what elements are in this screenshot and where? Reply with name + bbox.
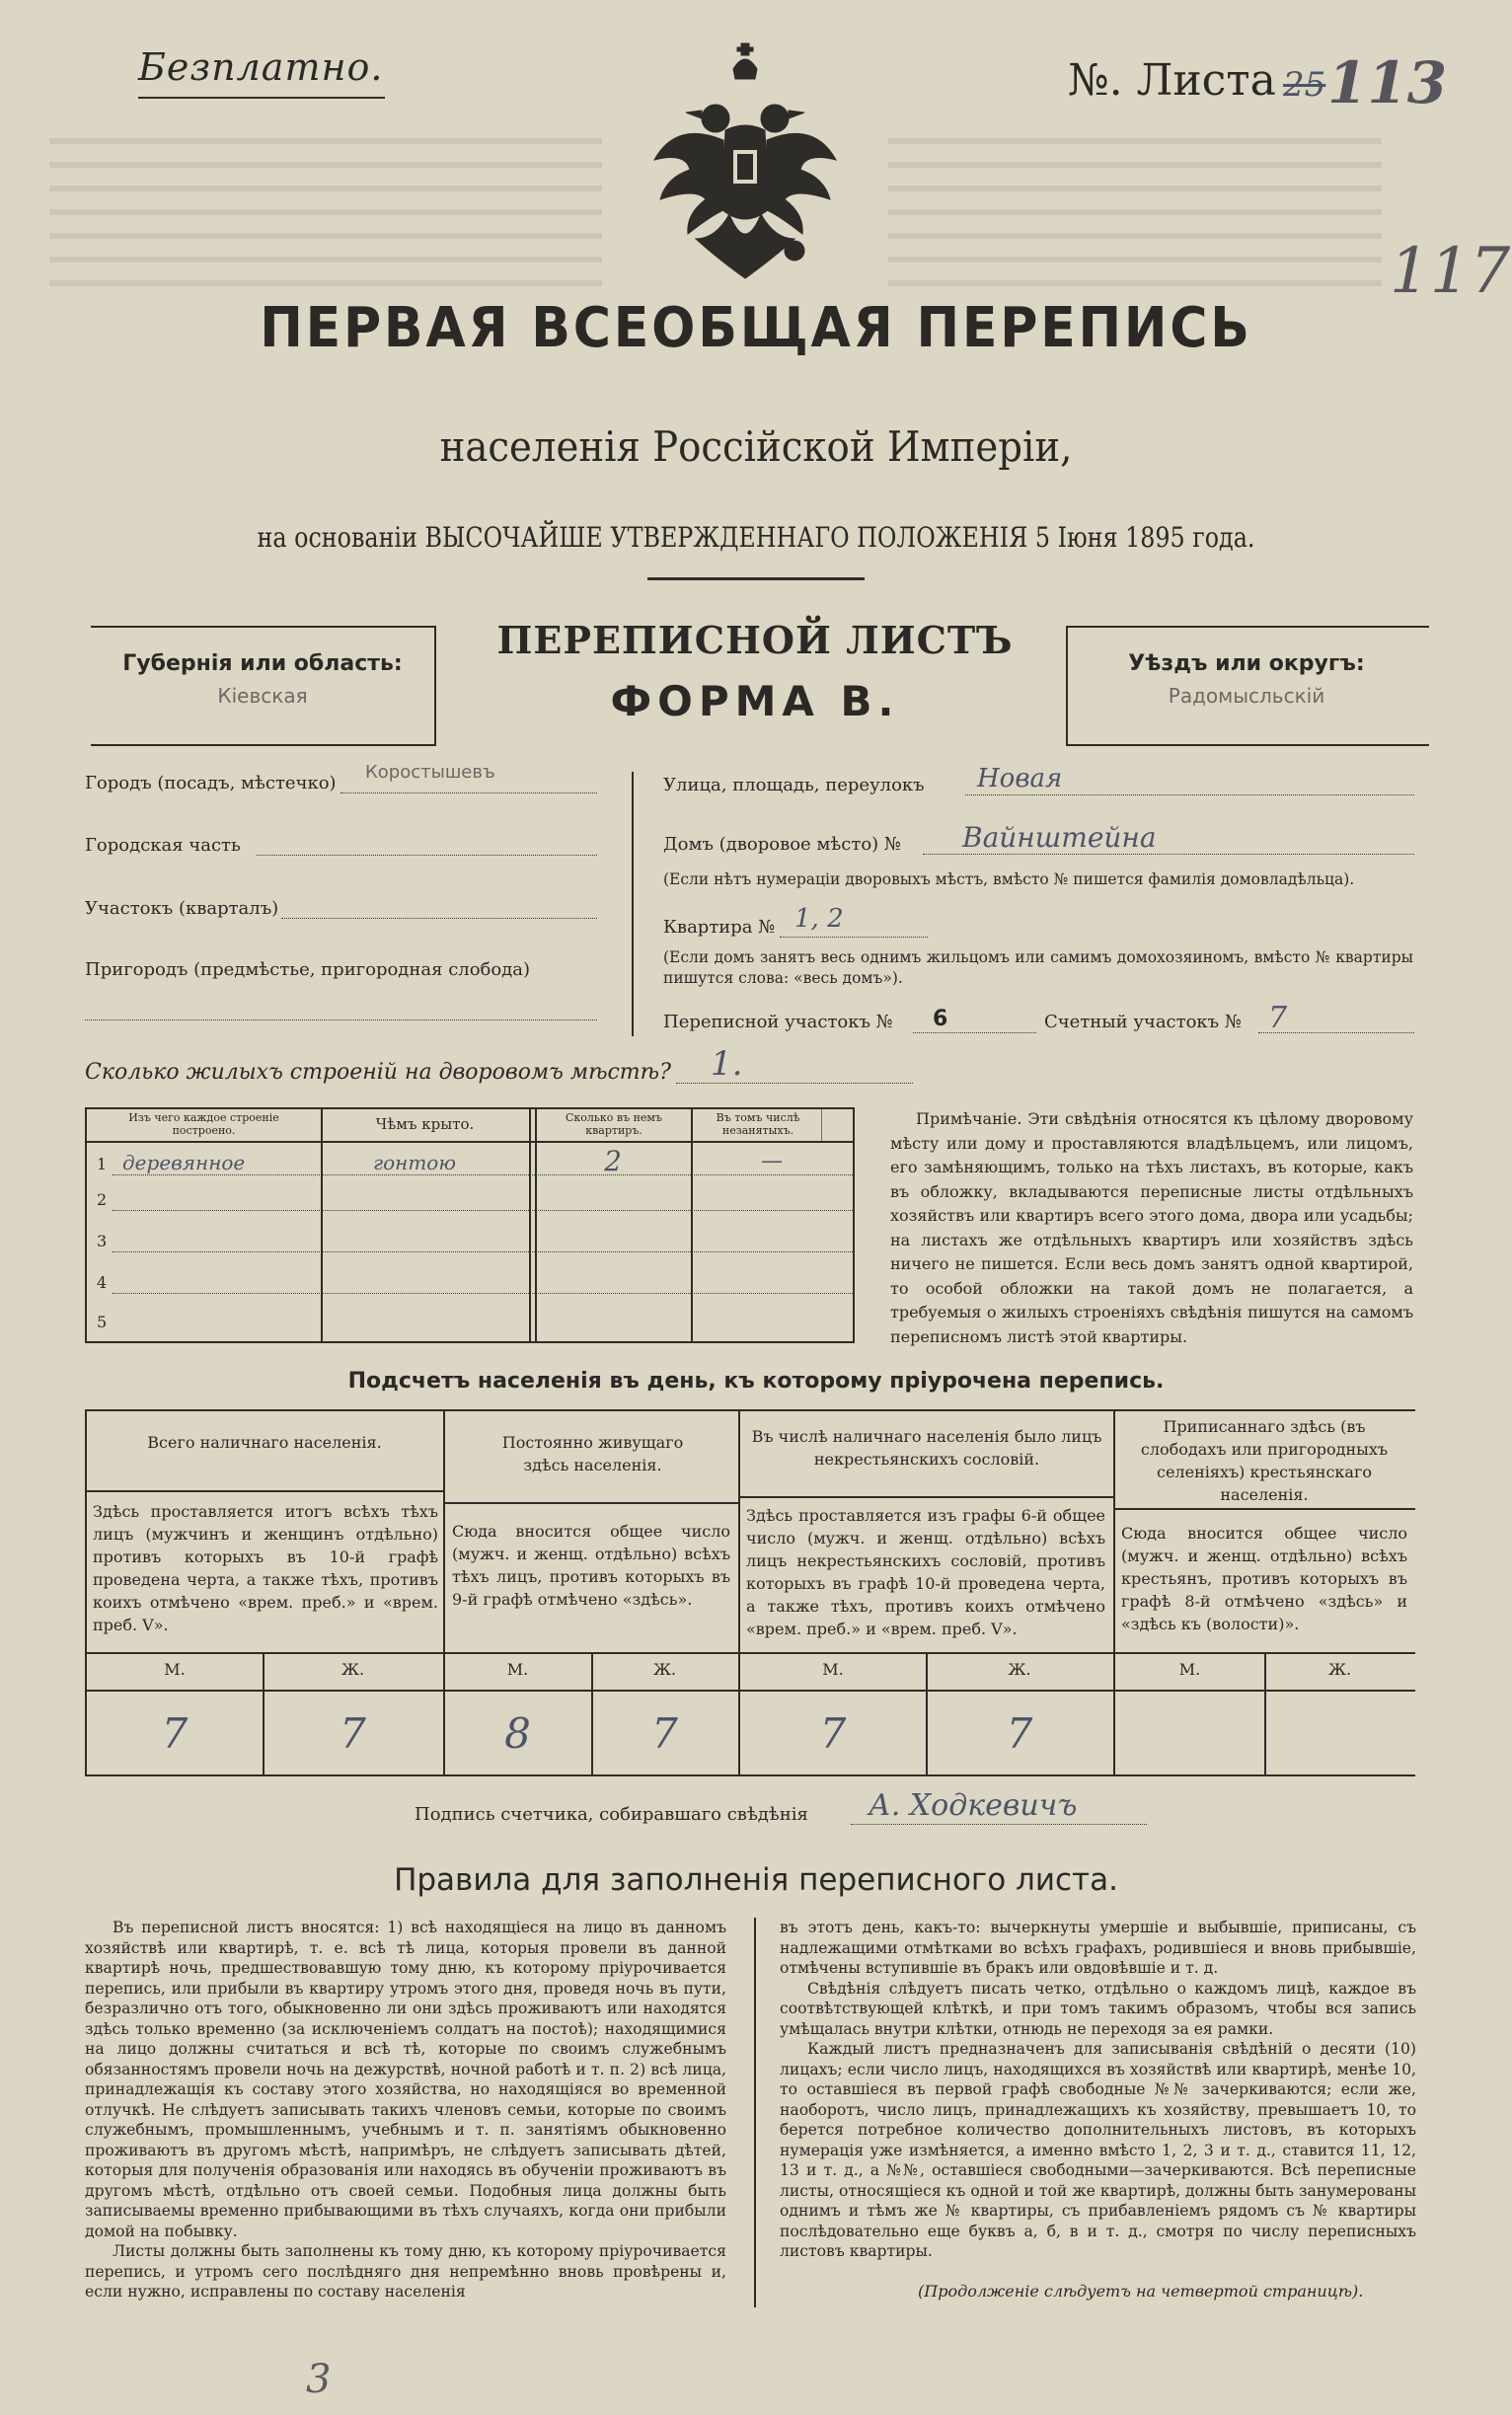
apartment-label: Квартира № (663, 917, 776, 938)
bt-row-roof: гонтою (373, 1151, 456, 1174)
buildings-note: Примѣчаніе. Эти свѣдѣнія относятся къ цѣлому дворовому мѣсту или дому и проставляются владѣльцемъ, или лицомъ, его замѣняющимъ, только на тѣхъ листахъ, въ которые, какъ въ обложку, вкладываются переписные листы отдѣльныхъ хозяйствъ или квартиръ всего этого дома, двора или усадьбы; на листахъ же отдѣльныхъ квартиръ или хозяйствъ здѣсь ничего не пишется. Если весь домъ занятъ одной квартирой, то особой обложки на такой домъ не полагается, а требуемыя о жилыхъ строеніяхъ свѣдѣнія пишутся на самомъ переписномъ листѣ этой квартиры. (890, 1109, 1413, 1346)
pt-col3-desc: Здѣсь проставляется изъ графы 6-й общее число (мужч. и женщ. отдѣльно) всѣхъ лицъ некрестьянскихъ сословій, противъ которыхъ въ графѣ 10-й проведена черта, а также тѣхъ, противъ коихъ отмѣчено «врем. преб.» и «врем. преб. V». (746, 1506, 1105, 1638)
bt-row-line (113, 1293, 853, 1294)
free-label: Безплатно. (138, 45, 384, 89)
bleed-through-right (888, 138, 1382, 296)
rules-right-paragraph-1: въ этотъ день, какъ-то: вычеркнуты умершіе и выбывшіе, приписаны, съ надлежащими отмѣтками во всѣхъ графахъ, родившіеся и вновь прибывшіе, отмѣчены вступившіе въ бракъ или овдовѣвшіе и т. д. (780, 1919, 1416, 1977)
address-divider (632, 772, 634, 1036)
bt-row-line (113, 1210, 853, 1211)
bt-row-1 (87, 1145, 853, 1184)
city-label: Городъ (посадъ, мѣстечко) (85, 773, 337, 793)
suburb-line (85, 1019, 597, 1020)
pt-col1-title: Всего наличнаго населенія. (147, 1433, 382, 1452)
city-part-line (257, 855, 597, 856)
bt-col-vacant-edge (821, 1109, 822, 1141)
city-line (340, 792, 597, 793)
bt-col-material: Изъ чего каждое строеніе построено. (128, 1111, 279, 1137)
rules-divider (754, 1918, 756, 2307)
bt-row-2 (87, 1186, 853, 1222)
apartment-line (780, 937, 928, 938)
bt-row-4 (87, 1269, 853, 1305)
signature-label: Подпись счетчика, собиравшаго свѣдѣнія (415, 1804, 808, 1825)
street-value: Новая (977, 764, 1063, 793)
census-area-line (913, 1032, 1036, 1033)
census-area-value: 6 (933, 1007, 948, 1031)
rules-continued: (Продолженіе слѣдуетъ на четвертой страницѣ). (918, 2282, 1364, 2301)
sheet-number-struck: 25 (1283, 65, 1326, 105)
bt-col-apartments: Сколько въ немъ квартиръ. (566, 1111, 662, 1137)
pt-col1-rule (87, 1490, 443, 1492)
basis-line: на основаніи ВЫСОЧАЙШЕ УТВЕРЖДЕННАГО ПОЛОЖЕНІЯ 5 Іюня 1895 года. (257, 521, 1255, 554)
street-label (663, 775, 925, 795)
pt-col1-m-label: М. (164, 1660, 186, 1679)
uezd-label: Уѣздъ или округъ: (1128, 651, 1365, 676)
bt-divider-2 (529, 1109, 531, 1341)
pt-col4-rule (1115, 1508, 1415, 1510)
uezd-value: Радомысльскій (1168, 684, 1325, 708)
house-label: Домъ (дворовое мѣсто) № (663, 834, 901, 855)
count-area-value: 7 (1268, 1001, 1288, 1035)
pt-col2-f-value: 7 (651, 1709, 678, 1758)
pt-col4-title: Приписаннаго здѣсь (въ слободахъ или пригородныхъ селеніяхъ) крестьянскаго населенія. (1140, 1417, 1389, 1504)
pt-col2-m-label: М. (506, 1660, 529, 1679)
pt-col1-desc: Здѣсь проставляется итогъ всѣхъ тѣхъ лицъ (мужчинъ и женщинъ отдѣльно) противъ которыхъ въ 10-й графѣ проведена черта, а также тѣхъ, противъ коихъ отмѣчено «врем. преб.» и «врем. преб. V». (93, 1502, 438, 1634)
population-heading: Подсчетъ населенія въ день, къ которому пріурочена перепись. (347, 1369, 1165, 1394)
bt-row-number: 5 (97, 1313, 108, 1331)
suburb-label: Пригородъ (предмѣстье, пригородная слобода) (85, 959, 531, 980)
signature-value: А. Ходкевичъ (869, 1788, 1078, 1823)
bt-row-number: 2 (97, 1190, 108, 1209)
form-name: ФОРМА В. (610, 677, 900, 725)
bt-divider-1 (321, 1109, 323, 1341)
pt-col4-desc: Сюда вносится общее число (мужч. и женщ. отдѣльно) всѣхъ крестьянъ, противъ которыхъ въ графѣ 8-й отмѣчено «здѣсь» и «здѣсь къ (волости)». (1121, 1524, 1407, 1633)
bt-row-vacant: — (761, 1149, 783, 1173)
buildings-question: Сколько жилыхъ строеній на дворовомъ мѣстѣ? (85, 1060, 671, 1085)
bleed-through-left (49, 138, 602, 296)
pt-col3-f-label: Ж. (1008, 1660, 1031, 1679)
free-label-underline (138, 97, 385, 99)
double-headed-eagle-emblem (646, 41, 844, 288)
pt-col2-desc: Сюда вносится общее число (мужч. и женщ. отдѣльно) всѣхъ тѣхъ лицъ, противъ которыхъ въ 9-й графѣ отмѣчено «здѣсь». (452, 1522, 730, 1609)
street-line (965, 794, 1414, 795)
bt-header-rule (87, 1141, 853, 1143)
pt-col3-rule (740, 1496, 1113, 1498)
count-area-label: Счетный участокъ № (1044, 1012, 1242, 1032)
pt-col1-m-value: 7 (161, 1709, 189, 1758)
buildings-answer: 1. (711, 1044, 743, 1084)
pt-col4-f-label: Ж. (1327, 1660, 1352, 1679)
rules-right-paragraph-2: Свѣдѣнія слѣдуетъ писать четко, отдѣльно о каждомъ лицѣ, каждое въ соотвѣтствующей клѣткѣ, и при томъ такимъ образомъ, чтобы вся запись умѣщалась внутри клѣтки, отнюдь не переходя за ея рамки. (780, 1979, 1416, 2038)
pt-col2-f-label: Ж. (652, 1660, 677, 1679)
bt-row-5 (87, 1309, 853, 1341)
house-note: (Если нѣтъ нумераціи дворовыхъ мѣстъ, вмѣсто № пишется фамилія домовладѣльца). (663, 870, 1355, 888)
city-part-label: Городская часть (85, 835, 241, 856)
rules-left-paragraph-1: Въ переписной листъ вносятся: 1) всѣ находящіеся на лицо въ данномъ хозяйствѣ или квартирѣ, т. е. всѣ тѣ лица, которыя провели въ данной квартирѣ ночь, предшествовавшую тому дню, къ которому пріурочивается перепись, или прибыли въ квартиру утромъ этого дня, проведя ночь въ пути, безразлично отъ того, обыкновенно ли они здѣсь проживаютъ или находятся здѣсь только временно (за исключеніемъ солдатъ на постоѣ); находящимися на лицо должны считаться и всѣ тѣ, которые по своимъ служебнымъ обязанностямъ провели ночь на дежурствѣ, ночной работѣ и т. п. 2) всѣ лица, принадлежащія къ составу этого хозяйства, но находящіяся во временной отлучкѣ. Не слѣдуетъ записывать такихъ членовъ семьи, которые по своимъ служебнымъ, промышленнымъ, учебнымъ и т. п. занятіямъ обыкновенно проживаютъ въ другомъ мѣстѣ, напримѣръ, не слѣдуетъ записывать дѣтей, которыя для полученія образованія или находясь въ обученіи проживаютъ въ другомъ мѣстѣ, отдѣльно отъ своей семьи. Подобныя лица должны быть записываемы временно прибывающими въ тѣхъ случаяхъ, когда они прибыли домой на побывку. (85, 1919, 726, 2240)
pt-col3-m-label: М. (822, 1660, 844, 1679)
sheet-number-label: №. Листа (1068, 55, 1276, 106)
apartment-note: (Если домъ занятъ весь однимъ жильцомъ или самимъ домохозяиномъ, вмѣсто № квартиры пишутся слова: «весь домъ»). (663, 948, 1413, 987)
buildings-table (85, 1107, 855, 1343)
sheet-title: ПЕРЕПИСНОЙ ЛИСТЪ (496, 618, 1014, 662)
pt-col2-title: Постоянно живущаго здѣсь населенія. (501, 1433, 684, 1474)
bt-row-number: 1 (97, 1155, 108, 1173)
pt-col3-f-value: 7 (1006, 1709, 1033, 1758)
pt-rule-mf (87, 1652, 1415, 1654)
street-label-text: Улица, площадь, переулокъ (663, 775, 925, 795)
pt-col2-rule (444, 1502, 738, 1504)
bt-row-number: 3 (97, 1232, 108, 1250)
pencil-mark: 3 (306, 2357, 332, 2402)
pt-col1-f-value: 7 (340, 1709, 366, 1758)
census-area-label: Переписной участокъ № (663, 1012, 893, 1032)
main-title: ПЕРВАЯ ВСЕОБЩАЯ ПЕРЕПИСЬ (260, 296, 1252, 360)
signature-line (851, 1824, 1147, 1825)
margin-number: 117 (1390, 235, 1511, 308)
rules-right-column (780, 1918, 1416, 2262)
district-line (281, 918, 597, 919)
house-line (923, 854, 1414, 855)
pt-divider-3 (1113, 1411, 1115, 1774)
pt-col2-m-value: 8 (504, 1709, 531, 1758)
title-divider (647, 577, 865, 580)
bt-row-number: 4 (97, 1273, 108, 1292)
pt-col3-m-value: 7 (819, 1709, 847, 1758)
rules-right-paragraph-3: Каждый листъ предназначенъ для записыванія свѣдѣній о десяти (10) лицахъ; если число лицъ, находящихся въ хозяйствѣ или квартирѣ, менѣе 10, то оставшіеся въ первой графѣ свободные №№ зачеркиваются; если же, наоборотъ, число лицъ, принадлежащихъ къ хозяйству, превышаетъ 10, то берется потребное количество дополнительныхъ листовъ, въ которыхъ нумерація уже измѣняется, а именно вмѣсто 1, 2, 3 и т. д., ставится 11, 12, 13 и т. д., а №№, оставшіеся свободными—зачеркиваются. Всѣ переписные листы, относящіеся къ одной и той же квартирѣ, должны быть занумерованы однимъ и тѣмъ же № квартиры, съ прибавленіемъ рядомъ съ № квартиры послѣдовательно еще буквъ а, б, в и т. д., смотря по числу переписныхъ листовъ квартиры. (780, 2040, 1416, 2260)
bt-col-roof: Чѣмъ крыто. (375, 1115, 475, 1133)
pt-col1-f-label: Ж. (340, 1660, 365, 1679)
bt-row-line (113, 1251, 853, 1252)
rules-heading: Правила для заполненія переписного листа. (394, 1862, 1118, 1898)
apartment-value: 1, 2 (794, 904, 844, 934)
bt-row-line (113, 1174, 853, 1175)
subtitle: населенія Россійской Имперіи, (439, 422, 1073, 471)
rules-left-column (85, 1918, 726, 2302)
bt-row-3 (87, 1228, 853, 1263)
house-value: Вайнштейна (962, 821, 1157, 854)
gubernia-value: Кіевская (217, 684, 308, 708)
bt-row-material: деревянное (122, 1151, 246, 1174)
rules-left-paragraph-2: Листы должны быть заполнены къ тому дню, къ которому пріурочивается перепись, и утромъ сего послѣдняго дня непремѣнно вновь провѣрены и, если нужно, исправлены по составу населенія (85, 2242, 726, 2301)
bt-divider-3 (691, 1109, 693, 1341)
pt-col3-title: Въ числѣ наличнаго населенія было лицъ некрестьянскихъ сословій. (751, 1427, 1102, 1469)
sheet-number-pencil: 113 (1327, 49, 1448, 116)
pt-col4-m-label: М. (1178, 1660, 1201, 1679)
population-table (85, 1409, 1415, 1776)
city-value: Коростышевъ (365, 762, 495, 783)
district-label: Участокъ (кварталъ) (85, 898, 279, 919)
pt-rule-values (87, 1690, 1415, 1692)
gubernia-label: Губернія или область: (122, 651, 403, 676)
bt-row-apartments: 2 (604, 1145, 622, 1177)
bt-col-vacant: Въ томъ числѣ незанятыхъ. (716, 1111, 800, 1137)
